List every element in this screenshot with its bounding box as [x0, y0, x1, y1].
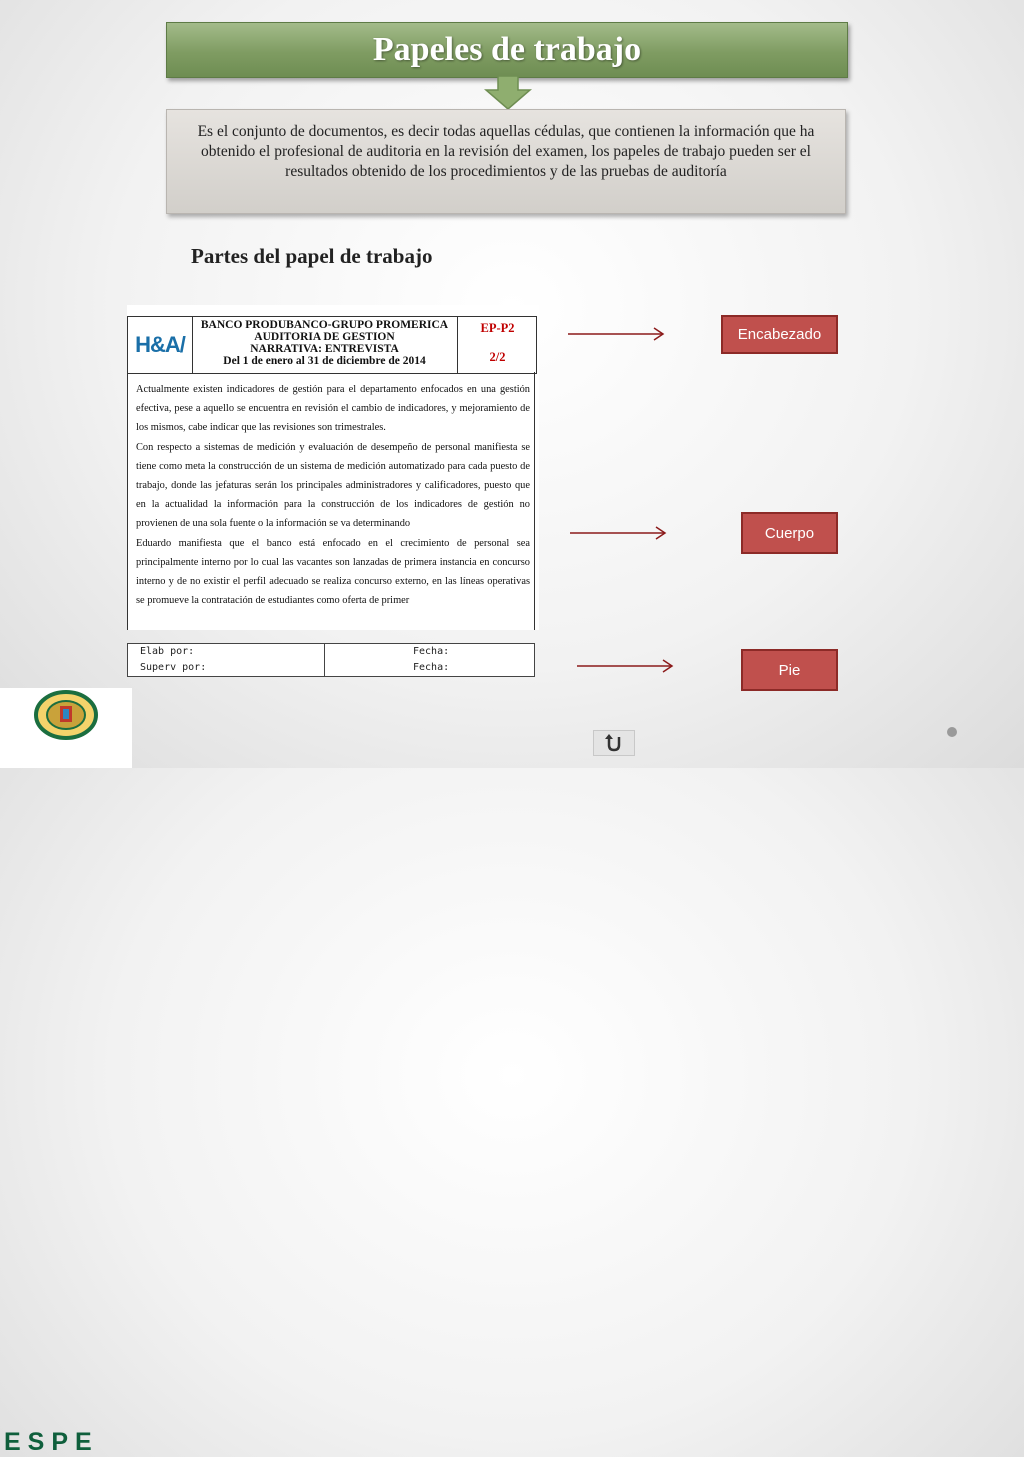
- body-paragraph: Con respecto a sistemas de medición y evaluación de desempeño de personal manifiesta se tiene como meta la construcción de un sistema de medición automatizado para cada puesto de trabajo, donde las jefaturas serán los principales administradores y calificadores, puesto que en la actualidad la información para la construcción de los indicadores de gestión no provienen de una sola fuente o la información se va determinando: [136, 441, 530, 530]
- document-page: 2/2: [489, 350, 506, 364]
- footer-date-label: Fecha:: [413, 646, 450, 657]
- section-subtitle: Partes del papel de trabajo: [191, 244, 433, 268]
- header-line: NARRATIVA: ENTREVISTA: [250, 343, 399, 355]
- body-paragraph: Eduardo manifiesta que el banco está enfocado en el crecimiento de personal sea principalmente interno por lo cual las vacantes son lanzadas de primera instancia en concurso interno y de no existir el perfil adecuado se realiza concurso externo, en las líneas operativas se promueve la contratación de estudiantes como oferta de primer: [136, 537, 530, 607]
- document-code-cell: [459, 317, 536, 373]
- document-header-title: [192, 317, 458, 373]
- footer-row: [128, 660, 534, 676]
- arrow-right-icon: [568, 524, 670, 542]
- label-cuerpo: Cuerpo: [741, 512, 838, 554]
- definition-box: Es el conjunto de documentos, es decir todas aquellas cédulas, que contienen la información que ha obtenido el profesional de auditoria en la revisión del examen, los papeles de trabajo pueden ser el resultados obtenido de los procedimientos y de las pruebas de auditoría: [166, 109, 846, 214]
- label-encabezado: Encabezado: [721, 315, 838, 354]
- body-paragraph: Actualmente existen indicadores de gestión para el departamento enfocados en una gestión efectiva, pese a aquello se encuentra en revisión el cambio de indicadores, y mejoramiento de los mismos, cabe indicar que las revisiones son trimestrales.: [136, 384, 530, 434]
- document-footer: [127, 643, 535, 677]
- footer-date-label: Fecha:: [413, 662, 450, 673]
- document-header: [127, 316, 537, 374]
- footer-row: [128, 644, 534, 660]
- espe-wordmark: ESPE: [4, 1428, 99, 1456]
- return-button[interactable]: [593, 730, 635, 756]
- down-arrow-icon: [484, 76, 532, 110]
- espe-logo: [0, 688, 132, 1456]
- slide-indicator-dot: [947, 727, 957, 737]
- footer-superv-label: Superv por:: [140, 662, 207, 673]
- work-paper-document: [127, 305, 539, 630]
- auditor-logo: H&A/: [128, 317, 193, 373]
- university-seal-icon: [34, 690, 98, 740]
- slide-title: Papeles de trabajo: [166, 22, 848, 78]
- arrow-right-icon: [566, 325, 668, 343]
- document-code: EP-P2: [480, 321, 515, 335]
- header-line: BANCO PRODUBANCO-GRUPO PROMERICA: [200, 319, 449, 331]
- return-icon: [603, 733, 625, 753]
- header-line: AUDITORIA DE GESTION: [254, 331, 395, 343]
- document-body: [127, 372, 535, 630]
- label-pie: Pie: [741, 649, 838, 691]
- footer-elab-label: Elab por:: [140, 646, 195, 657]
- arrow-right-icon: [575, 657, 677, 675]
- header-line: Del 1 de enero al 31 de diciembre de 2014: [223, 355, 426, 367]
